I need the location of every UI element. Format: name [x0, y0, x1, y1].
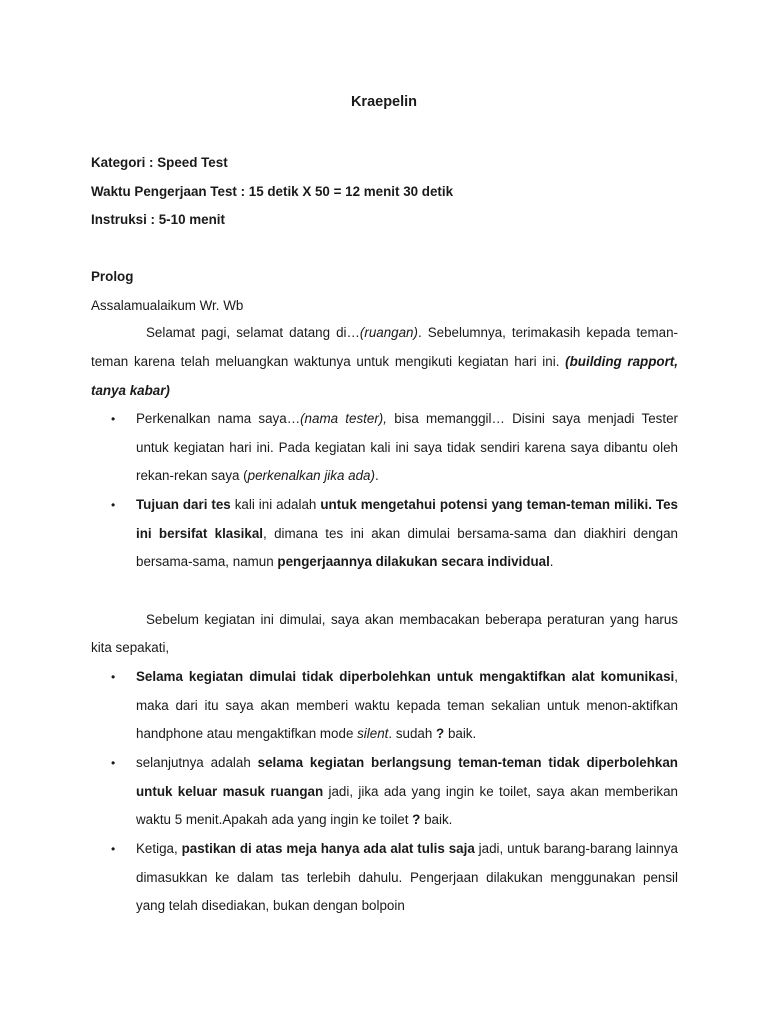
bullet2-line-2: ini bersifat klasikal, dimana tes ini akan dimulai bersama-sama dan diakhiri dengan	[136, 526, 678, 541]
bullet1-line-3: rekan-rekan saya (perkenalkan jika ada).	[136, 468, 379, 483]
intro-line-1: Selamat pagi, selamat datang di…(ruangan). Sebelumnya, terimakasih kepada teman-	[146, 325, 678, 340]
duration-line: Waktu Pengerjaan Test : 15 detik X 50 = 12 menit 30 detik	[91, 184, 454, 199]
bullet1-line-2: untuk kegiatan hari ini. Pada kegiatan kali ini saya tidak sendiri karena saya dibantu oleh	[136, 440, 678, 455]
document-title: Kraepelin	[350, 94, 418, 110]
bullet-marker: •	[111, 756, 116, 770]
category-line: Kategori : Speed Test	[91, 155, 228, 170]
bullet-marker: •	[111, 498, 116, 512]
intro-line-3: tanya kabar)	[91, 383, 170, 398]
intro-line-2: teman karena telah meluangkan waktunya untuk mengikuti kegiatan hari ini. (building rapport,	[91, 354, 678, 369]
rule2-line-2: untuk keluar masuk ruangan jadi, jika ada yang ingin ke toilet, saya akan memberikan	[136, 784, 679, 799]
bullet-marker: •	[111, 842, 116, 856]
rules-intro-line-1: Sebelum kegiatan ini dimulai, saya akan membacakan beberapa peraturan yang harus	[146, 612, 678, 627]
instruction-line: Instruksi : 5-10 menit	[91, 212, 225, 227]
bullet-marker: •	[111, 412, 116, 426]
rule3-line-2: dimasukkan ke dalam tas terlebih dahulu. Pengerjaan dilakukan menggunakan pensil	[136, 870, 678, 885]
bullet1-line-1: Perkenalkan nama saya…(nama tester), bisa memanggil… Disini saya menjadi Tester	[136, 411, 678, 426]
prolog-heading: Prolog	[91, 269, 134, 284]
rule3-line-1: Ketiga, pastikan di atas meja hanya ada alat tulis saja jadi, untuk barang-barang lainnya	[136, 841, 678, 856]
bullet-marker: •	[111, 670, 116, 684]
rule1-line-2: maka dari itu saya akan memberi waktu kepada teman sekalian untuk menon-aktifkan	[136, 698, 678, 713]
rule3-line-3: yang telah disediakan, bukan dengan bolpoin	[136, 898, 405, 913]
rule1-line-1: Selama kegiatan dimulai tidak diperbolehkan untuk mengaktifkan alat komunikasi,	[136, 669, 678, 684]
rules-intro-line-2: kita sepakati,	[91, 640, 170, 655]
rule2-line-1: selanjutnya adalah selama kegiatan berlangsung teman-teman tidak diperbolehkan	[136, 755, 678, 770]
rule2-line-3: waktu 5 menit.Apakah ada yang ingin ke toilet ? baik.	[136, 812, 453, 827]
greeting: Assalamualaikum Wr. Wb	[91, 298, 244, 313]
bullet2-line-1: Tujuan dari tes kali ini adalah untuk mengetahui potensi yang teman-teman miliki. Tes	[136, 497, 678, 512]
bullet2-line-3: bersama-sama, namun pengerjaannya dilakukan secara individual.	[136, 554, 554, 569]
rule1-line-3: handphone atau mengaktifkan mode silent. sudah ? baik.	[136, 726, 477, 741]
